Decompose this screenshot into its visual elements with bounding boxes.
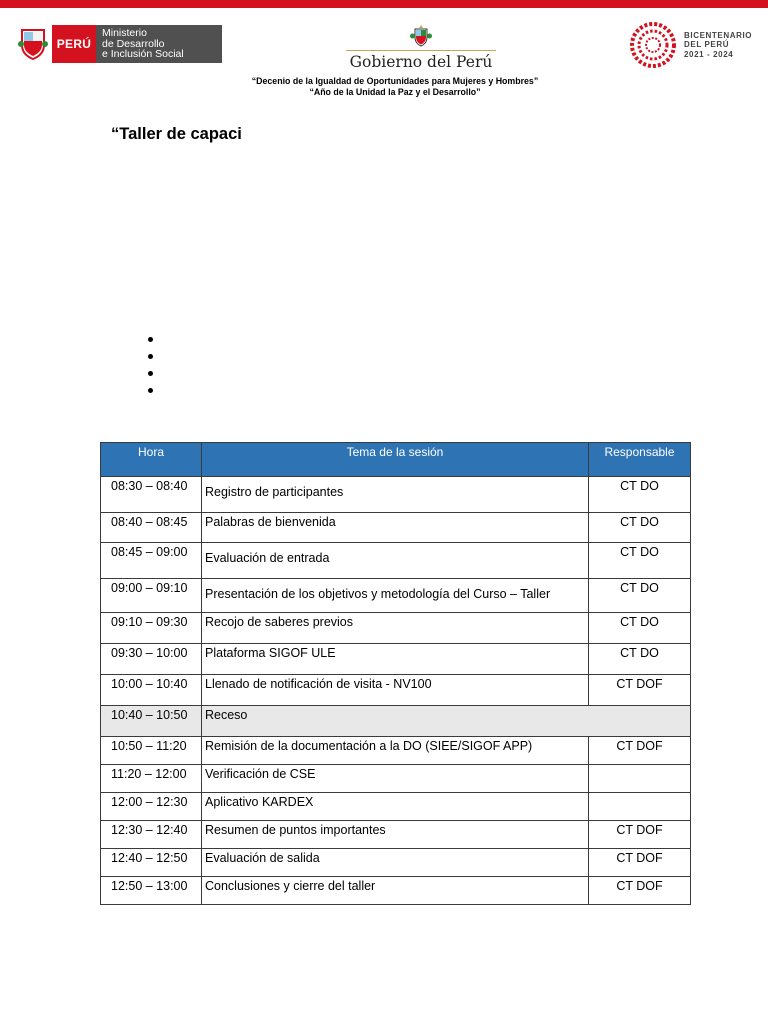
cell-responsible: CT DOF [589,675,691,706]
bullet-icon [148,388,153,393]
table-row [101,849,691,877]
cell-responsible [589,765,691,793]
bicentenario-emblem-icon [628,20,678,70]
agenda-table [100,442,691,905]
ministry-name [96,25,222,63]
table-row [101,737,691,765]
coat-of-arms-icon [409,24,433,48]
cell-responsible: CT DO [589,477,691,513]
cell-responsible: CT DO [589,613,691,644]
cell-topic: Receso [202,706,691,737]
table-row [101,513,691,543]
table-row [101,877,691,905]
cell-time: 08:30 – 08:40 [101,477,202,513]
table-header-row [101,443,691,477]
bicentenario-line-1: BICENTENARIO [684,30,753,40]
cell-time: 10:40 – 10:50 [101,706,202,737]
cell-time: 12:30 – 12:40 [101,821,202,849]
cell-topic: Presentación de los objetivos y metodología del Curso – Taller [202,579,589,613]
cell-topic: Llenado de notificación de visita - NV100 [202,675,589,706]
header-tema: Tema de la sesión [202,443,589,477]
ministry-line-2: de Desarrollo [102,37,165,50]
table-row [101,579,691,613]
table-row [101,543,691,579]
gobierno-title: Gobierno del Perú [349,53,493,71]
bullet-icon [148,371,153,376]
bicentenario-line-2: DEL PERÚ [684,40,730,50]
table-row [101,765,691,793]
table-row [101,821,691,849]
cell-time: 08:40 – 08:45 [101,513,202,543]
decenio-text: “Decenio de la Igualdad de Oportunidades para Mujeres y Hombres” [251,76,539,86]
ministry-line-1: Ministerio [102,27,147,40]
cell-responsible: CT DOF [589,877,691,905]
cell-responsible: CT DO [589,543,691,579]
cell-time: 12:00 – 12:30 [101,793,202,821]
decade-motto [0,76,768,98]
cell-time: 09:30 – 10:00 [101,644,202,675]
cell-responsible: CT DO [589,644,691,675]
cell-responsible: CT DO [589,579,691,613]
table-row [101,793,691,821]
ministry-line-3: e Inclusión Social [102,48,184,61]
cell-topic: Registro de participantes [202,477,589,513]
ministry-logo [14,25,222,63]
cell-topic: Recojo de saberes previos [202,613,589,644]
year-name-text: “Año de la Unidad la Paz y el Desarrollo” [309,87,481,97]
table-row [101,675,691,706]
cell-time: 09:00 – 09:10 [101,579,202,613]
cell-responsible: CT DOF [589,821,691,849]
cell-topic: Evaluación de salida [202,849,589,877]
cell-time: 11:20 – 12:00 [101,765,202,793]
gobierno-logo [338,24,504,71]
cell-time: 10:50 – 11:20 [101,737,202,765]
cell-time: 12:50 – 13:00 [101,877,202,905]
bicentenario-logo [628,20,752,70]
cell-topic: Verificación de CSE [202,765,589,793]
header-hora: Hora [101,443,202,477]
table-row [101,613,691,644]
cell-topic: Resumen de puntos importantes [202,821,589,849]
peru-label: PERÚ [52,25,96,63]
cell-time: 09:10 – 09:30 [101,613,202,644]
bullet-icon [148,337,153,342]
table-row-recess [101,706,691,737]
cell-responsible: CT DO [589,513,691,543]
cell-responsible: CT DOF [589,737,691,765]
gold-rule [346,50,496,51]
bicentenario-line-3: 2021 - 2024 [684,49,734,59]
cell-topic: Plataforma SIGOF ULE [202,644,589,675]
cell-time: 08:45 – 09:00 [101,543,202,579]
header-responsable: Responsable [589,443,691,477]
cell-time: 10:00 – 10:40 [101,675,202,706]
cell-time: 12:40 – 12:50 [101,849,202,877]
document-title: “Taller de capaci [111,125,242,143]
table-row [101,477,691,513]
peru-shield-icon [14,25,52,63]
bicentenario-text [684,31,752,60]
bullet-icon [148,354,153,359]
cell-topic: Evaluación de entrada [202,543,589,579]
cell-topic: Aplicativo KARDEX [202,793,589,821]
cell-topic: Conclusiones y cierre del taller [202,877,589,905]
table-row [101,644,691,675]
top-red-rule [0,0,768,8]
cell-responsible [589,793,691,821]
cell-topic: Palabras de bienvenida [202,513,589,543]
cell-responsible: CT DOF [589,849,691,877]
cell-topic: Remisión de la documentación a la DO (SIEE/SIGOF APP) [202,737,589,765]
